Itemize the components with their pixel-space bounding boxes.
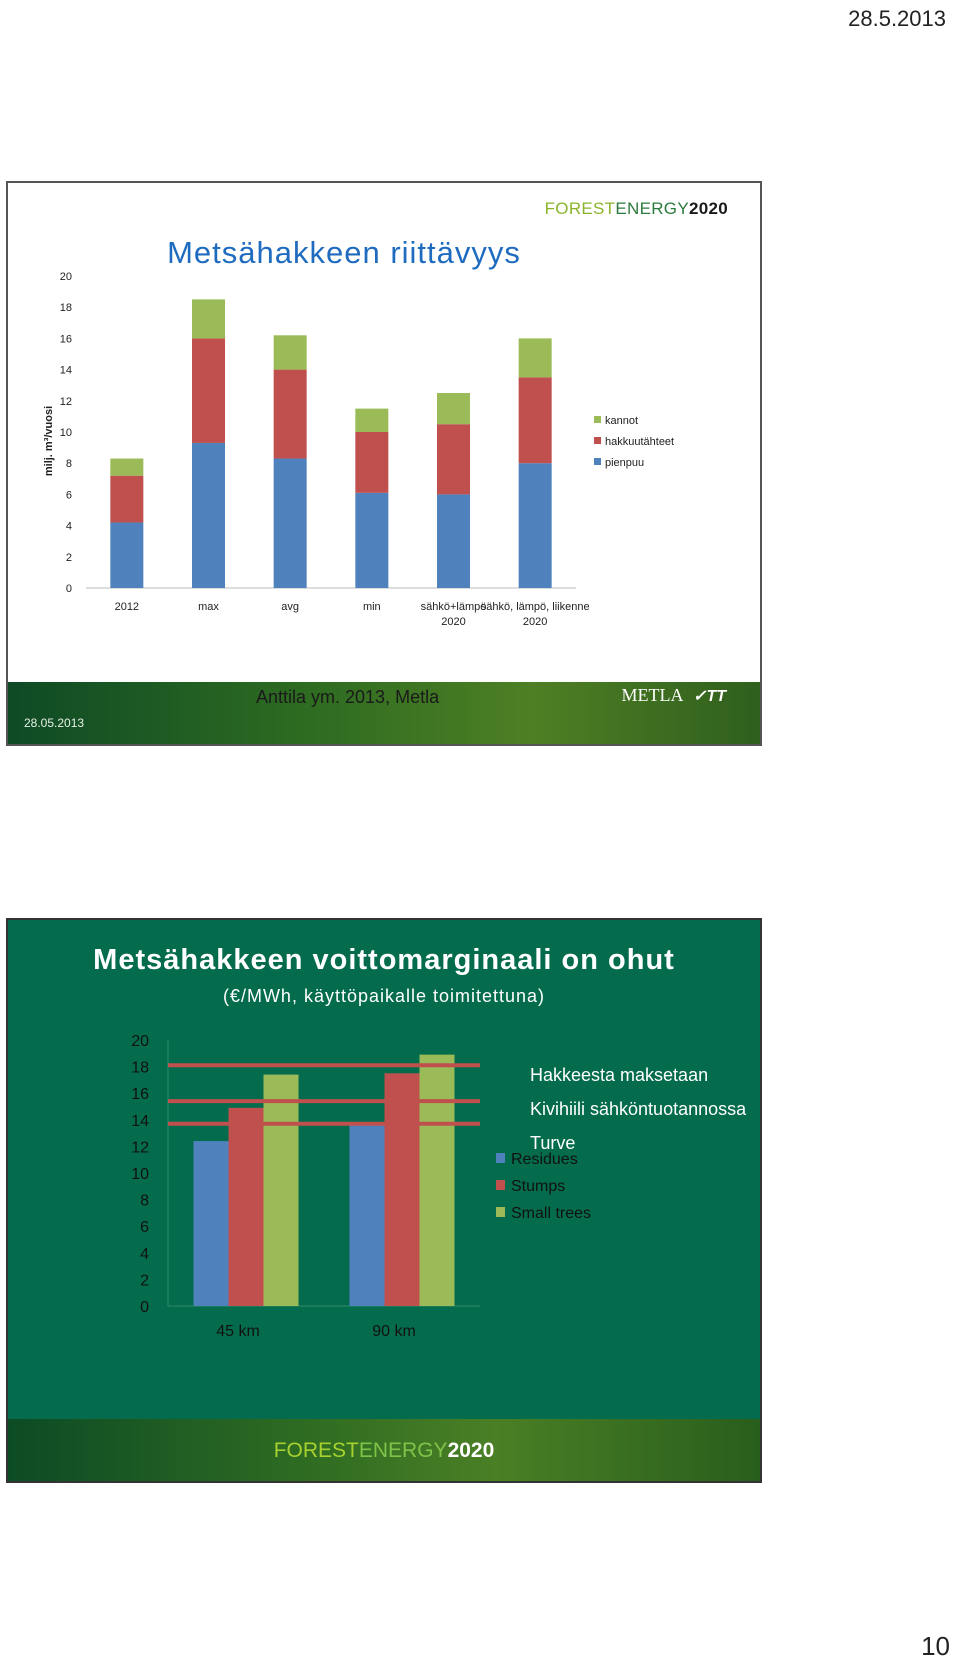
y-tick-label: 0 <box>140 1299 149 1316</box>
legend-label: Small trees <box>511 1205 592 1222</box>
legend-label: Residues <box>511 1151 578 1168</box>
legend-label: Stumps <box>511 1178 566 1195</box>
bar-segment-pienpuu <box>519 463 552 588</box>
slide-title: Metsähakkeen voittomarginaali on ohut <box>93 944 675 976</box>
y-axis-label: milj. m³/vuosi <box>43 405 55 477</box>
slide-supply <box>6 181 762 746</box>
bar-segment-pienpuu <box>274 459 307 588</box>
y-tick-label: 4 <box>140 1245 149 1263</box>
bar-segment-pienpuu <box>110 522 143 588</box>
bar-segment-pienpuu <box>355 493 388 588</box>
y-tick-label: 10 <box>131 1166 149 1183</box>
y-tick-label: 18 <box>59 302 72 315</box>
page-number: 10 <box>921 1631 950 1661</box>
supply-chart <box>8 183 760 683</box>
bar-stumps <box>229 1108 264 1306</box>
note-peat: Turve <box>530 1133 576 1153</box>
bar-segment-hakkuutähteet <box>355 432 388 493</box>
y-tick-label: 0 <box>65 583 72 595</box>
legend-swatch <box>496 1153 505 1163</box>
vtt-logo-icon: ✓TT <box>693 688 726 705</box>
y-tick-label: 6 <box>140 1219 149 1237</box>
bar-segment-hakkuutähteet <box>192 338 225 443</box>
y-tick-label: 12 <box>59 395 72 408</box>
y-tick-label: 2 <box>140 1272 149 1290</box>
margin-chart <box>8 920 760 1420</box>
slide-date: 28.05.2013 <box>24 716 85 730</box>
bar-residues <box>350 1122 385 1306</box>
slide-title: Metsähakkeen riittävyys <box>167 235 521 270</box>
y-tick-label: 8 <box>140 1192 149 1210</box>
y-tick-label: 18 <box>131 1059 149 1077</box>
x-tick-label: 90 km <box>372 1323 416 1340</box>
note-coal: Kivihiili sähköntuotannossa <box>530 1099 747 1119</box>
bar-small-trees <box>264 1075 299 1306</box>
y-tick-label: 16 <box>131 1086 149 1104</box>
slide-margin <box>6 918 762 1483</box>
bar-segment-pienpuu <box>437 494 470 588</box>
x-tick-label: max <box>198 601 219 613</box>
legend-label: kannot <box>605 415 639 427</box>
x-tick-label: 2012 <box>114 601 140 613</box>
forestenergy-logo: FORESTENERGY2020 <box>273 1439 495 1462</box>
bar-segment-kannot <box>110 459 143 476</box>
bar-small-trees <box>420 1055 455 1306</box>
note-chip-price: Hakkeesta maksetaan <box>530 1065 709 1085</box>
slide-subtitle: (€/MWh, käyttöpaikalle toimitettuna) <box>222 986 546 1006</box>
x-tick-label: 2020 <box>522 616 548 628</box>
bar-segment-hakkuutähteet <box>274 370 307 459</box>
y-tick-label: 10 <box>59 427 72 439</box>
y-tick-label: 4 <box>65 520 72 533</box>
legend-swatch <box>496 1207 505 1217</box>
y-tick-label: 20 <box>59 271 72 283</box>
x-tick-label: min <box>362 601 381 613</box>
y-tick-label: 2 <box>65 551 72 564</box>
y-tick-label: 14 <box>131 1112 149 1130</box>
x-tick-label: 45 km <box>216 1323 260 1340</box>
y-tick-label: 6 <box>65 489 72 502</box>
x-tick-label: sähkö, lämpö, liikenne <box>480 601 590 613</box>
reference-notes <box>530 1058 746 1160</box>
bar-segment-hakkuutähteet <box>519 377 552 463</box>
x-tick-label: avg <box>281 601 300 613</box>
partner-logos <box>622 685 726 706</box>
source-citation: Anttila ym. 2013, Metla <box>256 687 440 707</box>
y-tick-label: 16 <box>59 333 72 346</box>
bar-residues <box>194 1141 229 1306</box>
legend-swatch <box>496 1180 505 1190</box>
y-tick-label: 20 <box>131 1033 149 1050</box>
bar-segment-pienpuu <box>192 443 225 588</box>
metla-logo: METLA <box>621 685 683 705</box>
bar-segment-kannot <box>437 393 470 424</box>
bar-segment-kannot <box>192 299 225 338</box>
y-tick-label: 12 <box>131 1139 149 1157</box>
bar-stumps <box>385 1073 420 1306</box>
legend-label: hakkuutähteet <box>605 436 675 448</box>
bar-segment-kannot <box>274 335 307 369</box>
bar-segment-hakkuutähteet <box>110 476 143 523</box>
legend-label: pienpuu <box>605 457 645 469</box>
page-date: 28.5.2013 <box>848 6 946 31</box>
legend-swatch <box>594 458 601 465</box>
bar-segment-kannot <box>519 338 552 377</box>
legend-swatch <box>594 416 601 423</box>
bar-segment-kannot <box>355 409 388 432</box>
y-tick-label: 14 <box>59 364 72 377</box>
bar-segment-hakkuutähteet <box>437 424 470 494</box>
y-tick-label: 8 <box>65 458 72 471</box>
x-tick-label: sähkö+lämpö <box>420 601 487 613</box>
x-tick-label: 2020 <box>441 616 466 628</box>
forestenergy-logo: FORESTENERGY2020 <box>544 199 728 218</box>
legend-swatch <box>594 437 601 444</box>
